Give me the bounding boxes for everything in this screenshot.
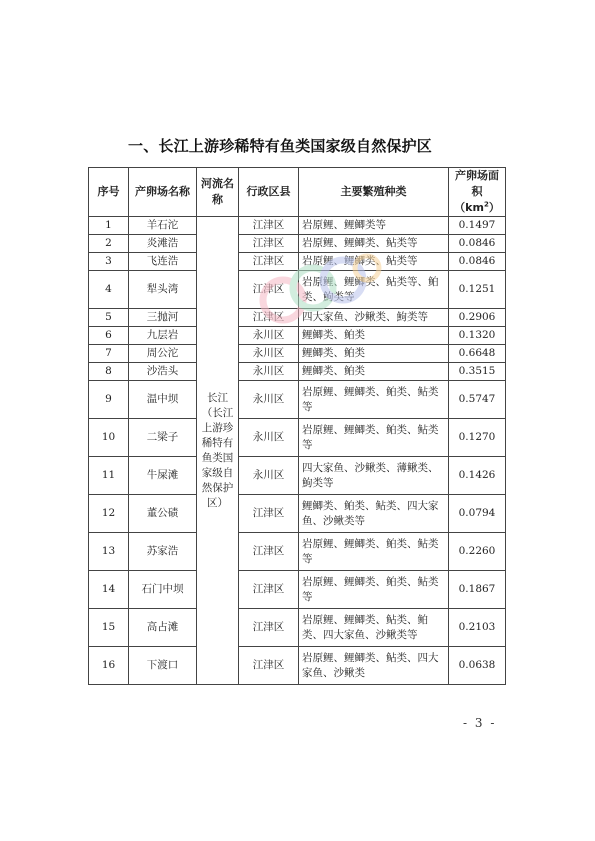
county-name: 江津区 (239, 533, 299, 571)
species-list: 四大家鱼、沙鳅类、薄鳅类、鮈类等 (299, 457, 449, 495)
row-number: 1 (89, 217, 129, 235)
table-row (89, 271, 506, 309)
area-value: 0.1270 (449, 419, 506, 457)
table-row (89, 457, 506, 495)
species-list: 岩原鲤、鲤鲫类、鲇类等、鲌类、鮈类等 (299, 271, 449, 309)
table-row (89, 235, 506, 253)
area-value: 0.1320 (449, 327, 506, 345)
row-number: 15 (89, 609, 129, 647)
species-list: 鲤鲫类、鲌类 (299, 345, 449, 363)
row-number: 13 (89, 533, 129, 571)
row-number: 6 (89, 327, 129, 345)
table-row (89, 609, 506, 647)
table-row (89, 363, 506, 381)
site-name: 沙浩头 (129, 363, 197, 381)
header-species: 主要繁殖种类 (299, 168, 449, 217)
row-number: 5 (89, 309, 129, 327)
table-row (89, 533, 506, 571)
row-number: 14 (89, 571, 129, 609)
site-name: 高占滩 (129, 609, 197, 647)
header-river: 河流名称 (197, 168, 239, 217)
table-row (89, 571, 506, 609)
area-value: 0.2906 (449, 309, 506, 327)
table-row (89, 647, 506, 685)
species-list: 岩原鲤、鲤鲫类、鲇类等 (299, 253, 449, 271)
site-name: 飞连浩 (129, 253, 197, 271)
row-number: 3 (89, 253, 129, 271)
area-value: 0.1251 (449, 271, 506, 309)
site-name: 董公碛 (129, 495, 197, 533)
row-number: 2 (89, 235, 129, 253)
site-name: 苏家浩 (129, 533, 197, 571)
species-list: 岩原鲤、鲤鲫类、鲌类、鲇类等 (299, 571, 449, 609)
area-value: 0.0638 (449, 647, 506, 685)
header-site: 产卵场名称 (129, 168, 197, 217)
row-number: 8 (89, 363, 129, 381)
area-value: 0.6648 (449, 345, 506, 363)
species-list: 鲤鲫类、鲌类、鲇类、四大家鱼、沙鳅类等 (299, 495, 449, 533)
site-name: 周公沱 (129, 345, 197, 363)
row-number: 10 (89, 419, 129, 457)
species-list: 岩原鲤、鲤鲫类、鲇类等 (299, 235, 449, 253)
section-title: 一、长江上游珍稀特有鱼类国家级自然保护区 (128, 137, 433, 155)
species-list: 鲤鲫类、鲌类 (299, 363, 449, 381)
county-name: 永川区 (239, 419, 299, 457)
site-name: 二梁子 (129, 419, 197, 457)
county-name: 永川区 (239, 363, 299, 381)
county-name: 江津区 (239, 495, 299, 533)
row-number: 9 (89, 381, 129, 419)
area-value: 0.5747 (449, 381, 506, 419)
row-number: 11 (89, 457, 129, 495)
table-row (89, 495, 506, 533)
county-name: 江津区 (239, 217, 299, 235)
species-list: 岩原鲤、鲤鲫类、鲌类、鲇类等 (299, 381, 449, 419)
county-name: 永川区 (239, 327, 299, 345)
site-name: 温中坝 (129, 381, 197, 419)
table-header-row (89, 168, 506, 217)
county-name: 江津区 (239, 271, 299, 309)
row-number: 12 (89, 495, 129, 533)
species-list: 岩原鲤、鲤鲫类等 (299, 217, 449, 235)
site-name: 牛屎滩 (129, 457, 197, 495)
header-area (449, 168, 506, 217)
site-name: 犁头湾 (129, 271, 197, 309)
area-value: 0.1426 (449, 457, 506, 495)
county-name: 江津区 (239, 235, 299, 253)
species-list: 岩原鲤、鲤鲫类、鲇类、四大家鱼、沙鳅类 (299, 647, 449, 685)
table-row (89, 419, 506, 457)
header-area-close: ） (488, 201, 500, 214)
row-number: 7 (89, 345, 129, 363)
header-area-sup: 2 (483, 200, 489, 209)
table-row (89, 217, 506, 235)
county-name: 永川区 (239, 381, 299, 419)
site-name: 石门中坝 (129, 571, 197, 609)
species-list: 岩原鲤、鲤鲫类、鲌类、鲇类等 (299, 419, 449, 457)
county-name: 江津区 (239, 253, 299, 271)
area-value: 0.2260 (449, 533, 506, 571)
species-list: 岩原鲤、鲤鲫类、鲌类、鲇类等 (299, 533, 449, 571)
county-name: 永川区 (239, 345, 299, 363)
area-value: 0.0846 (449, 235, 506, 253)
site-name: 炎滩浩 (129, 235, 197, 253)
header-area-text: 产卵场面积（km (454, 169, 499, 214)
river-name-merged: 长江（长江上游珍稀特有鱼类国家级自然保护区） (197, 217, 239, 685)
county-name: 江津区 (239, 571, 299, 609)
species-list: 四大家鱼、沙鳅类、鮈类等 (299, 309, 449, 327)
area-value: 0.0846 (449, 253, 506, 271)
area-value: 0.0794 (449, 495, 506, 533)
site-name: 下渡口 (129, 647, 197, 685)
species-list: 岩原鲤、鲤鲫类、鲇类、鲌类、四大家鱼、沙鳅类等 (299, 609, 449, 647)
header-county: 行政区县 (239, 168, 299, 217)
county-name: 江津区 (239, 609, 299, 647)
row-number: 16 (89, 647, 129, 685)
page-number: - 3 - (463, 716, 497, 730)
spawning-ground-table (88, 167, 506, 685)
table-row (89, 253, 506, 271)
county-name: 永川区 (239, 457, 299, 495)
county-name: 江津区 (239, 309, 299, 327)
county-name: 江津区 (239, 647, 299, 685)
species-list: 鲤鲫类、鲌类 (299, 327, 449, 345)
table-row (89, 345, 506, 363)
area-value: 0.2103 (449, 609, 506, 647)
area-value: 0.3515 (449, 363, 506, 381)
header-no: 序号 (89, 168, 129, 217)
row-number: 4 (89, 271, 129, 309)
site-name: 三抛河 (129, 309, 197, 327)
site-name: 羊石沱 (129, 217, 197, 235)
table-row (89, 309, 506, 327)
area-value: 0.1867 (449, 571, 506, 609)
table-row (89, 327, 506, 345)
area-value: 0.1497 (449, 217, 506, 235)
table-row (89, 381, 506, 419)
site-name: 九层岩 (129, 327, 197, 345)
